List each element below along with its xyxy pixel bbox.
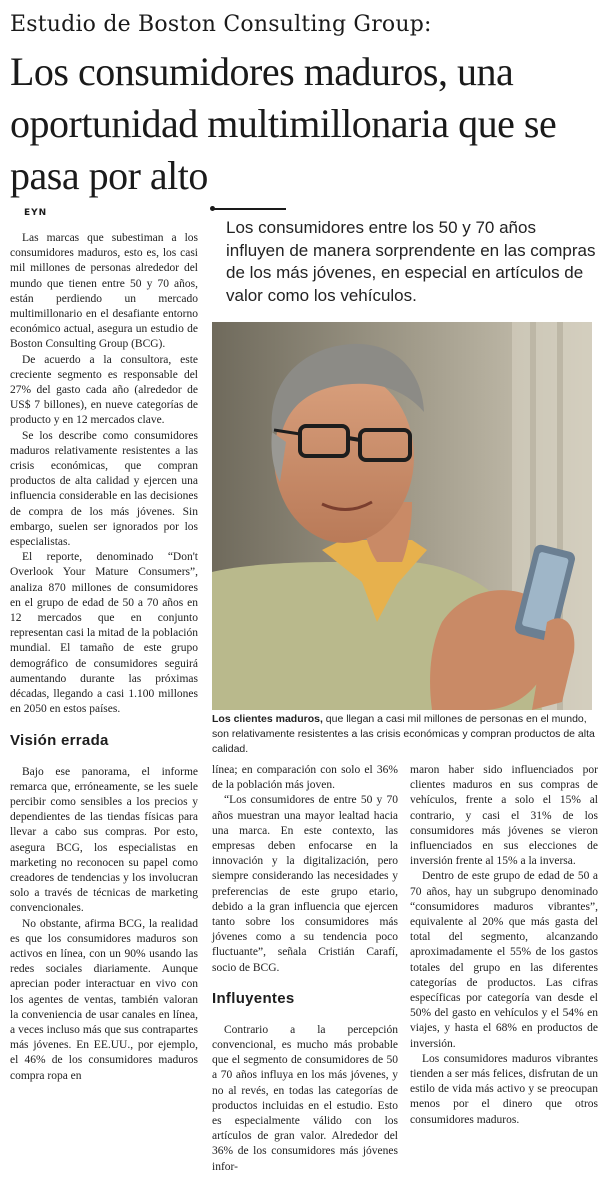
paragraph: Dentro de este grupo de edad de 50 a 70 años, hay un subgrupo denominado “consumidores maduros vibrantes”, equivalente al 20% que más gasta del total del segmento, alcanzando aproximadamente el 55% de los gastos totales del grupo en las diferentes categorías de productos. Las cifras específicas por categoría van desde el 50% del gasto en vehículos y el 54% en viajes, y hasta el 68% en productos de inversión. xyxy=(410,870,598,1050)
paragraph: Bajo ese panorama, el informe remarca que, erróneamente, se les suele percibir como sensibles a los precios y dependientes de las tiendas físicas para llevar a cabo sus compras. Por esto, asegura BCG, los especialistas en marketing no reconocen su papel como creadores de tendencias y los involucran solo a través de técnicas de marketing convencionales. xyxy=(10,765,198,915)
section-heading-vision-errada: Visión errada xyxy=(10,731,109,749)
paragraph: línea; en comparación con solo el 36% de la población más joven. xyxy=(212,764,398,792)
paragraph: maron haber sido influenciados por clientes maduros en sus compras de vehículos, frente a solo el 15% al contrario, y casi el 31% de los consumidores más jóvenes se vieron influenciados en sus elecciones de inversión frente al 15% a la inversa. xyxy=(410,764,598,868)
body-column-1 xyxy=(10,231,198,1084)
paragraph: De acuerdo a la consultora, este creciente segmento es responsable del 27% del gasto cada año (alrededor de US$ 7 billones), en nueve categorías de producto y en 12 mercados clave. xyxy=(10,353,198,427)
mature-man-using-smartphone-photo xyxy=(212,322,592,710)
body-column-2 xyxy=(212,763,398,1175)
byline: EYN xyxy=(24,208,48,218)
photo-caption xyxy=(212,712,598,757)
paragraph: Contrario a la percepción convencional, es mucho más probable que el segmento de consumidores de 50 a 70 años influya en los más jóvenes, y no al revés, en todas las categorías de productos incluidas en el estudio. Esto es especialmente válido con los artículos de gran valor. Alrededor del 36% de los consumidores más jóvenes infor- xyxy=(212,1023,398,1173)
paragraph: El reporte, denominado “Don't Overlook Your Mature Consumers”, analiza 870 millones de consumidores en el grupo de edad de 50 a 70 años en 12 mercados que en conjunto representan casi la mitad de la población mundial. El tamaño de este grupo demográfico de consumidores seguirá aumentando durante las próximas décadas, llegando a casi 1.100 millones en 2050 en estos países. xyxy=(10,551,198,716)
article-headline: Los consumidores maduros, una oportunidad multimillonaria que se pasa por alto xyxy=(10,49,557,198)
caption-lead: Los clientes maduros, xyxy=(212,713,323,725)
article-deck: Los consumidores entre los 50 y 70 años influyen de manera sorprendente en las compras de los más jóvenes, en especial en artículos de valor como los vehículos. xyxy=(226,218,596,305)
article-kicker: Estudio de Boston Consulting Group: xyxy=(10,12,432,37)
paragraph: “Los consumidores de entre 50 y 70 años muestran una mayor lealtad hacia una marca. En este contexto, las empresas deben enfocarse en la innovación y la digitalización, pero siempre considerando las necesidades y preferencias de este grupo etario, debido a la gran influencia que ejercen tanto sobre los consumidores más jóvenes como a su tendencia poco fluctuante”, señala Cristián Carafí, socio de BCG. xyxy=(212,794,398,974)
paragraph: Los consumidores maduros vibrantes tienden a ser más felices, disfrutan de un estilo de vida más activo y se preocupan menos por el dinero que otros consumidores maduros. xyxy=(410,1052,598,1126)
deck-rule-divider xyxy=(214,208,286,210)
body-column-3 xyxy=(410,763,598,1128)
caption-text: que llegan a casi mil millones de personas en el mundo, son relativamente resistentes a las crisis económicas y compran productos de alta calidad. xyxy=(212,713,595,755)
section-heading-influyentes: Influyentes xyxy=(212,989,295,1007)
paragraph: No obstante, afirma BCG, la realidad es que los consumidores maduros son activos en línea, con un 90% usando las redes sociales diariamente. Aunque aprecian poder interactuar en vivo con los agentes de ventas, también valoran la conveniencia de usar canales en línea, a veces incluso más que sus contrapartes más jóvenes. En EE.UU., por ejemplo, el 46% de los consumidores maduros compra ropa en xyxy=(10,917,198,1082)
paragraph: Las marcas que subestiman a los consumidores maduros, esto es, los casi mil millones de personas alrededor del mundo que tienen entre 50 y 70 años, están perdiendo un mercado multimillonario en el desafiante entorno económico actual, asegura un estudio de Boston Consulting Group (BCG). xyxy=(10,232,198,351)
paragraph: Se los describe como consumidores maduros relativamente resistentes a las crisis económicas, que compran productos de alta calidad y ejercen una influencia considerable en las decisiones de compra de los más jóvenes. Sin embargo, suelen ser ignorados por los especialistas. xyxy=(10,429,198,549)
